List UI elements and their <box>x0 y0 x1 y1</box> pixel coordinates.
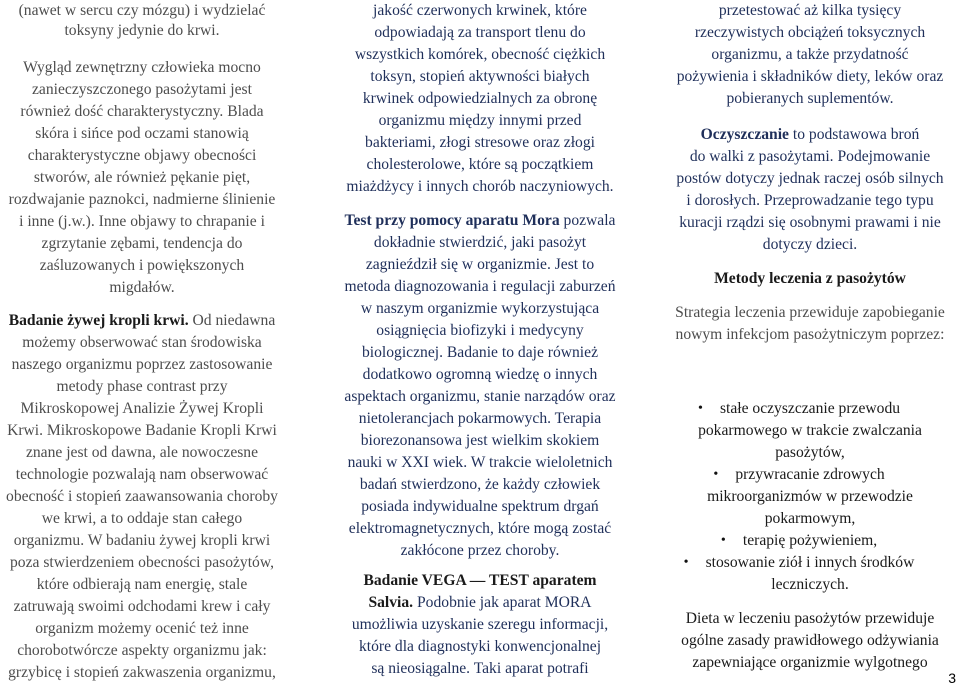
vega-test-heading: Badanie VEGA — TEST aparatem <box>363 572 597 589</box>
salvia-label: Salvia. <box>368 594 414 611</box>
text-line: chorobotwórcze aspekty organizmu jak: <box>17 642 267 659</box>
text-line: badań stwierdzono, że każdy człowiek <box>359 476 601 493</box>
text-line: umożliwia uzyskanie szeregu informacji, <box>351 616 609 633</box>
text-line: które odbierają nam energię, stale <box>36 576 248 593</box>
text-line: skóra i sińce pod oczami stanowią <box>35 125 249 142</box>
text-line: w naszym organizmie wykorzystująca <box>360 300 600 317</box>
treatment-heading: Metody leczenia z pasożytów <box>714 270 906 287</box>
list-item <box>662 552 958 574</box>
text-line: naszego organizmu poprzez zastosowanie <box>11 356 273 373</box>
text-span: to podstawowa broń <box>792 126 920 143</box>
text-line: biologicznej. Badanie to daje również <box>362 344 598 361</box>
text-line: organizmu, a także przydatność <box>711 46 909 63</box>
text-line: rzeczywistych obciążeń toksycznych <box>694 24 926 41</box>
list-item-text: stosowanie ziół i innych środków <box>705 554 915 571</box>
text-line: cholesterolowe, które są początkiem <box>366 156 594 173</box>
text-line: elektromagnetycznych, które mogą zostać <box>348 520 612 537</box>
text-line: nietolerancjach pokarmowych. Terapia <box>358 410 602 427</box>
text-line: zaśluzowanych i powiększonych <box>39 257 245 274</box>
text-line: krwinek odpowiedzialnych za obronę <box>362 90 598 107</box>
blood-test-heading: Badanie żywej kropli krwi. <box>8 312 189 329</box>
text-line: zatruwają swoimi odchodami krew i cały <box>13 598 271 615</box>
text-line: miażdżycy i innych chorób naczyniowych. <box>346 178 614 195</box>
text-line: organizmu między innymi przed <box>378 112 582 129</box>
paragraph-first-line <box>662 124 958 146</box>
text-line: organizm możemy ocenić też inne <box>35 620 249 637</box>
text-line: są nieosiągalne. Taki aparat potrafi <box>371 660 589 677</box>
text-line: Wygląd zewnętrzny człowieka mocno <box>23 59 261 76</box>
text-line: dokładnie stwierdzić, jaki pasożyt <box>373 234 587 251</box>
text-line: toksyn, stopień aktywności białych <box>370 68 590 85</box>
text-line: osiągnięcia biofizyki i medycyny <box>376 322 584 339</box>
text-line: zagnieździł się w organizmie. Jest to <box>365 256 595 273</box>
text-line: Krwi. Mikroskopowe Badanie Kropli Krwi <box>7 422 277 439</box>
text-line: możemy obserwować stan środowiska <box>22 334 262 351</box>
text-span: Podobnie jak aparat MORA <box>417 594 592 611</box>
text-line: wszystkich komórek, obecność ciężkich <box>354 46 606 63</box>
text-line: stworów, ale również pękanie pięt, <box>33 169 251 186</box>
list-item-text: przywracanie zdrowych <box>735 466 885 483</box>
text-line: Mikroskopowej Analizie Żywej Kropli <box>20 400 264 417</box>
text-span: pozwala <box>563 212 616 229</box>
text-line: we krwi, a to oddaje stan całego <box>41 510 243 527</box>
text-line: i inne (j.w.). Inne objawy to chrapanie i <box>19 213 265 230</box>
text-line: przetestować aż kilka tysięcy <box>718 2 902 19</box>
paragraph-first-line <box>2 310 282 332</box>
text-line: jakość czerwonych krwinek, które <box>373 2 587 19</box>
text-line: technologie pozwalają nam obserwować <box>15 466 269 483</box>
text-line: nowym infekcjom pasożytniczym poprzez: <box>675 326 945 343</box>
text-line: dotyczy dzieci. <box>762 236 858 253</box>
text-line: poza stwierdzeniem obecności pasożytów, <box>10 554 274 571</box>
text-line: pożywienia i składników diety, leków oraz <box>676 68 944 85</box>
text-line: leczniczych. <box>771 576 849 593</box>
list-item-text: terapię pożywieniem, <box>742 532 878 549</box>
paragraph-line <box>330 592 630 614</box>
text-line: obecność i stopień zaawansowania choroby <box>6 488 278 505</box>
text-line: do walki z pasożytami. Podejmowanie <box>689 148 931 165</box>
text-line: które dla diagnostyki konwencjonalnej <box>358 638 602 655</box>
text-line: zakłócone przez choroby. <box>400 542 560 559</box>
text-line: organizmu. W badaniu żywej kropli krwi <box>13 532 271 549</box>
text-line: toksyny jedynie do krwi. <box>64 22 220 39</box>
page-number: 3 <box>948 670 956 686</box>
text-line: grzybicę i stopień zakwaszenia organizmu, <box>8 664 276 681</box>
text-line: charakterystyczne objawy obecności <box>27 147 257 164</box>
text-line: pokarmowym, <box>764 510 856 527</box>
text-line: bakteriami, złogi stresowe oraz złogi <box>365 134 595 151</box>
text-line: pobieranych suplementów. <box>726 90 894 107</box>
mora-test-heading: Test przy pomocy aparatu Mora <box>344 212 560 229</box>
text-line: metoda diagnozowania i regulacji zaburzeń <box>344 278 616 295</box>
list-item <box>662 530 958 552</box>
text-line: rozdwajanie paznokci, nadmierne ślinienie <box>8 191 276 208</box>
text-line: Strategia leczenia przewiduje zapobieganie <box>675 304 945 321</box>
text-line: metody phase contrast przy <box>56 378 228 395</box>
text-line: mikroorganizmów w przewodzie <box>707 488 913 505</box>
text-line: zanieczyszczonego pasożytami jest <box>32 81 252 98</box>
list-item <box>662 398 958 420</box>
text-line: znane jest od dawna, ale nowoczesne <box>25 444 259 461</box>
text-line: Dieta w leczeniu pasożytów przewiduje <box>685 610 935 627</box>
text-line: dodatkowo ogromną wiedzę o innych <box>362 366 598 383</box>
text-line: również dość charakterystyczny. Blada <box>20 103 264 120</box>
text-line: i dorosłych. Przeprowadzanie tego typu <box>686 192 934 209</box>
text-span: Od niedawna <box>192 312 276 329</box>
list-item-text: stałe oczyszczanie przewodu <box>719 400 901 417</box>
text-line: biorezonansowa jest wielkim skokiem <box>360 432 600 449</box>
text-line: (nawet w sercu czy mózgu) i wydzielać <box>18 2 266 19</box>
text-line: pokarmowego w trakcie zwalczania <box>698 422 922 439</box>
text-line: zgrzytanie zębami, tendencja do <box>41 235 243 252</box>
text-line: posiada indywidualne spektrum drgań <box>361 498 599 515</box>
text-line: kuracji rządzi się osobnymi prawami i nie <box>679 214 941 231</box>
cleansing-heading: Oczyszczanie <box>700 126 789 143</box>
text-line: zapewniające organizmie wylgotnego <box>692 654 928 671</box>
list-item <box>662 464 958 486</box>
text-line: odpowiadają za transport tlenu do <box>374 24 586 41</box>
text-line: postów dotyczy jednak raczej osób silnych <box>676 170 944 187</box>
text-line: pasożytów, <box>775 444 845 461</box>
paragraph-first-line <box>330 210 630 232</box>
text-line: aspektach organizmu, stanie narządów oraz <box>344 388 616 405</box>
text-line: nauki w XXI wiek. W trakcie wieloletnich <box>347 454 613 471</box>
text-line: ogólne zasady prawidłowego odżywiania <box>681 632 939 649</box>
text-line: migdałów. <box>109 279 175 296</box>
